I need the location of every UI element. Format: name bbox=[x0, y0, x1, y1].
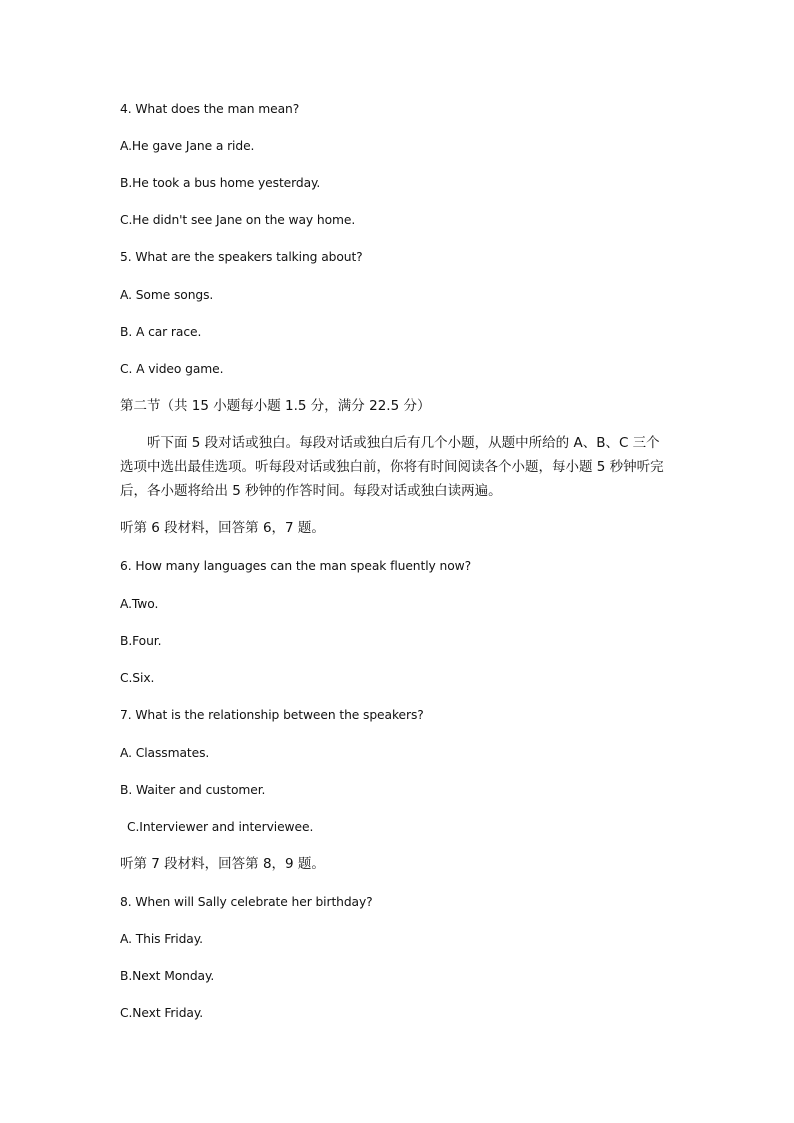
question-4-option-b: B.He took a bus home yesterday. bbox=[120, 176, 321, 190]
question-4-option-c: C.He didn't see Jane on the way home. bbox=[120, 213, 356, 227]
question-7-prompt: 7. What is the relationship between the speakers? bbox=[120, 708, 424, 722]
question-8-prompt: 8. When will Sally celebrate her birthday? bbox=[120, 895, 373, 909]
section-2-instructions-line-1: 听下面 5 段对话或独白。每段对话或独白后有几个小题，从题中所给的 A、B、C 三个 bbox=[147, 435, 660, 451]
section-2-instructions-line-2: 选项中选出最佳选项。听每段对话或独白前，你将有时间阅读各个小题，每小题 5 秒钟听完 bbox=[120, 459, 664, 475]
question-4-option-a: A.He gave Jane a ride. bbox=[120, 139, 255, 153]
question-8-option-a: A. This Friday. bbox=[120, 932, 203, 946]
question-6-option-b: B.Four. bbox=[120, 634, 162, 648]
question-5-option-b: B. A car race. bbox=[120, 325, 202, 339]
material-7-heading: 听第 7 段材料，回答第 8，9 题。 bbox=[120, 856, 325, 872]
material-6-heading: 听第 6 段材料，回答第 6，7 题。 bbox=[120, 520, 325, 536]
question-6-option-c: C.Six. bbox=[120, 671, 155, 685]
section-2-title: 第二节（共 15 小题每小题 1.5 分，满分 22.5 分） bbox=[120, 398, 431, 414]
question-6-option-a: A.Two. bbox=[120, 597, 159, 611]
question-5-prompt: 5. What are the speakers talking about? bbox=[120, 250, 363, 264]
section-2-instructions-line-3: 后，各小题将给出 5 秒钟的作答时间。每段对话或独白读两遍。 bbox=[120, 483, 502, 499]
question-4-prompt: 4. What does the man mean? bbox=[120, 102, 300, 116]
question-8-option-b: B.Next Monday. bbox=[120, 969, 215, 983]
question-8-option-c: C.Next Friday. bbox=[120, 1006, 204, 1020]
question-7-option-c: C.Interviewer and interviewee. bbox=[127, 820, 314, 834]
question-6-prompt: 6. How many languages can the man speak fluently now? bbox=[120, 559, 472, 573]
question-7-option-b: B. Waiter and customer. bbox=[120, 783, 266, 797]
question-5-option-c: C. A video game. bbox=[120, 362, 224, 376]
question-5-option-a: A. Some songs. bbox=[120, 288, 214, 302]
question-7-option-a: A. Classmates. bbox=[120, 746, 210, 760]
